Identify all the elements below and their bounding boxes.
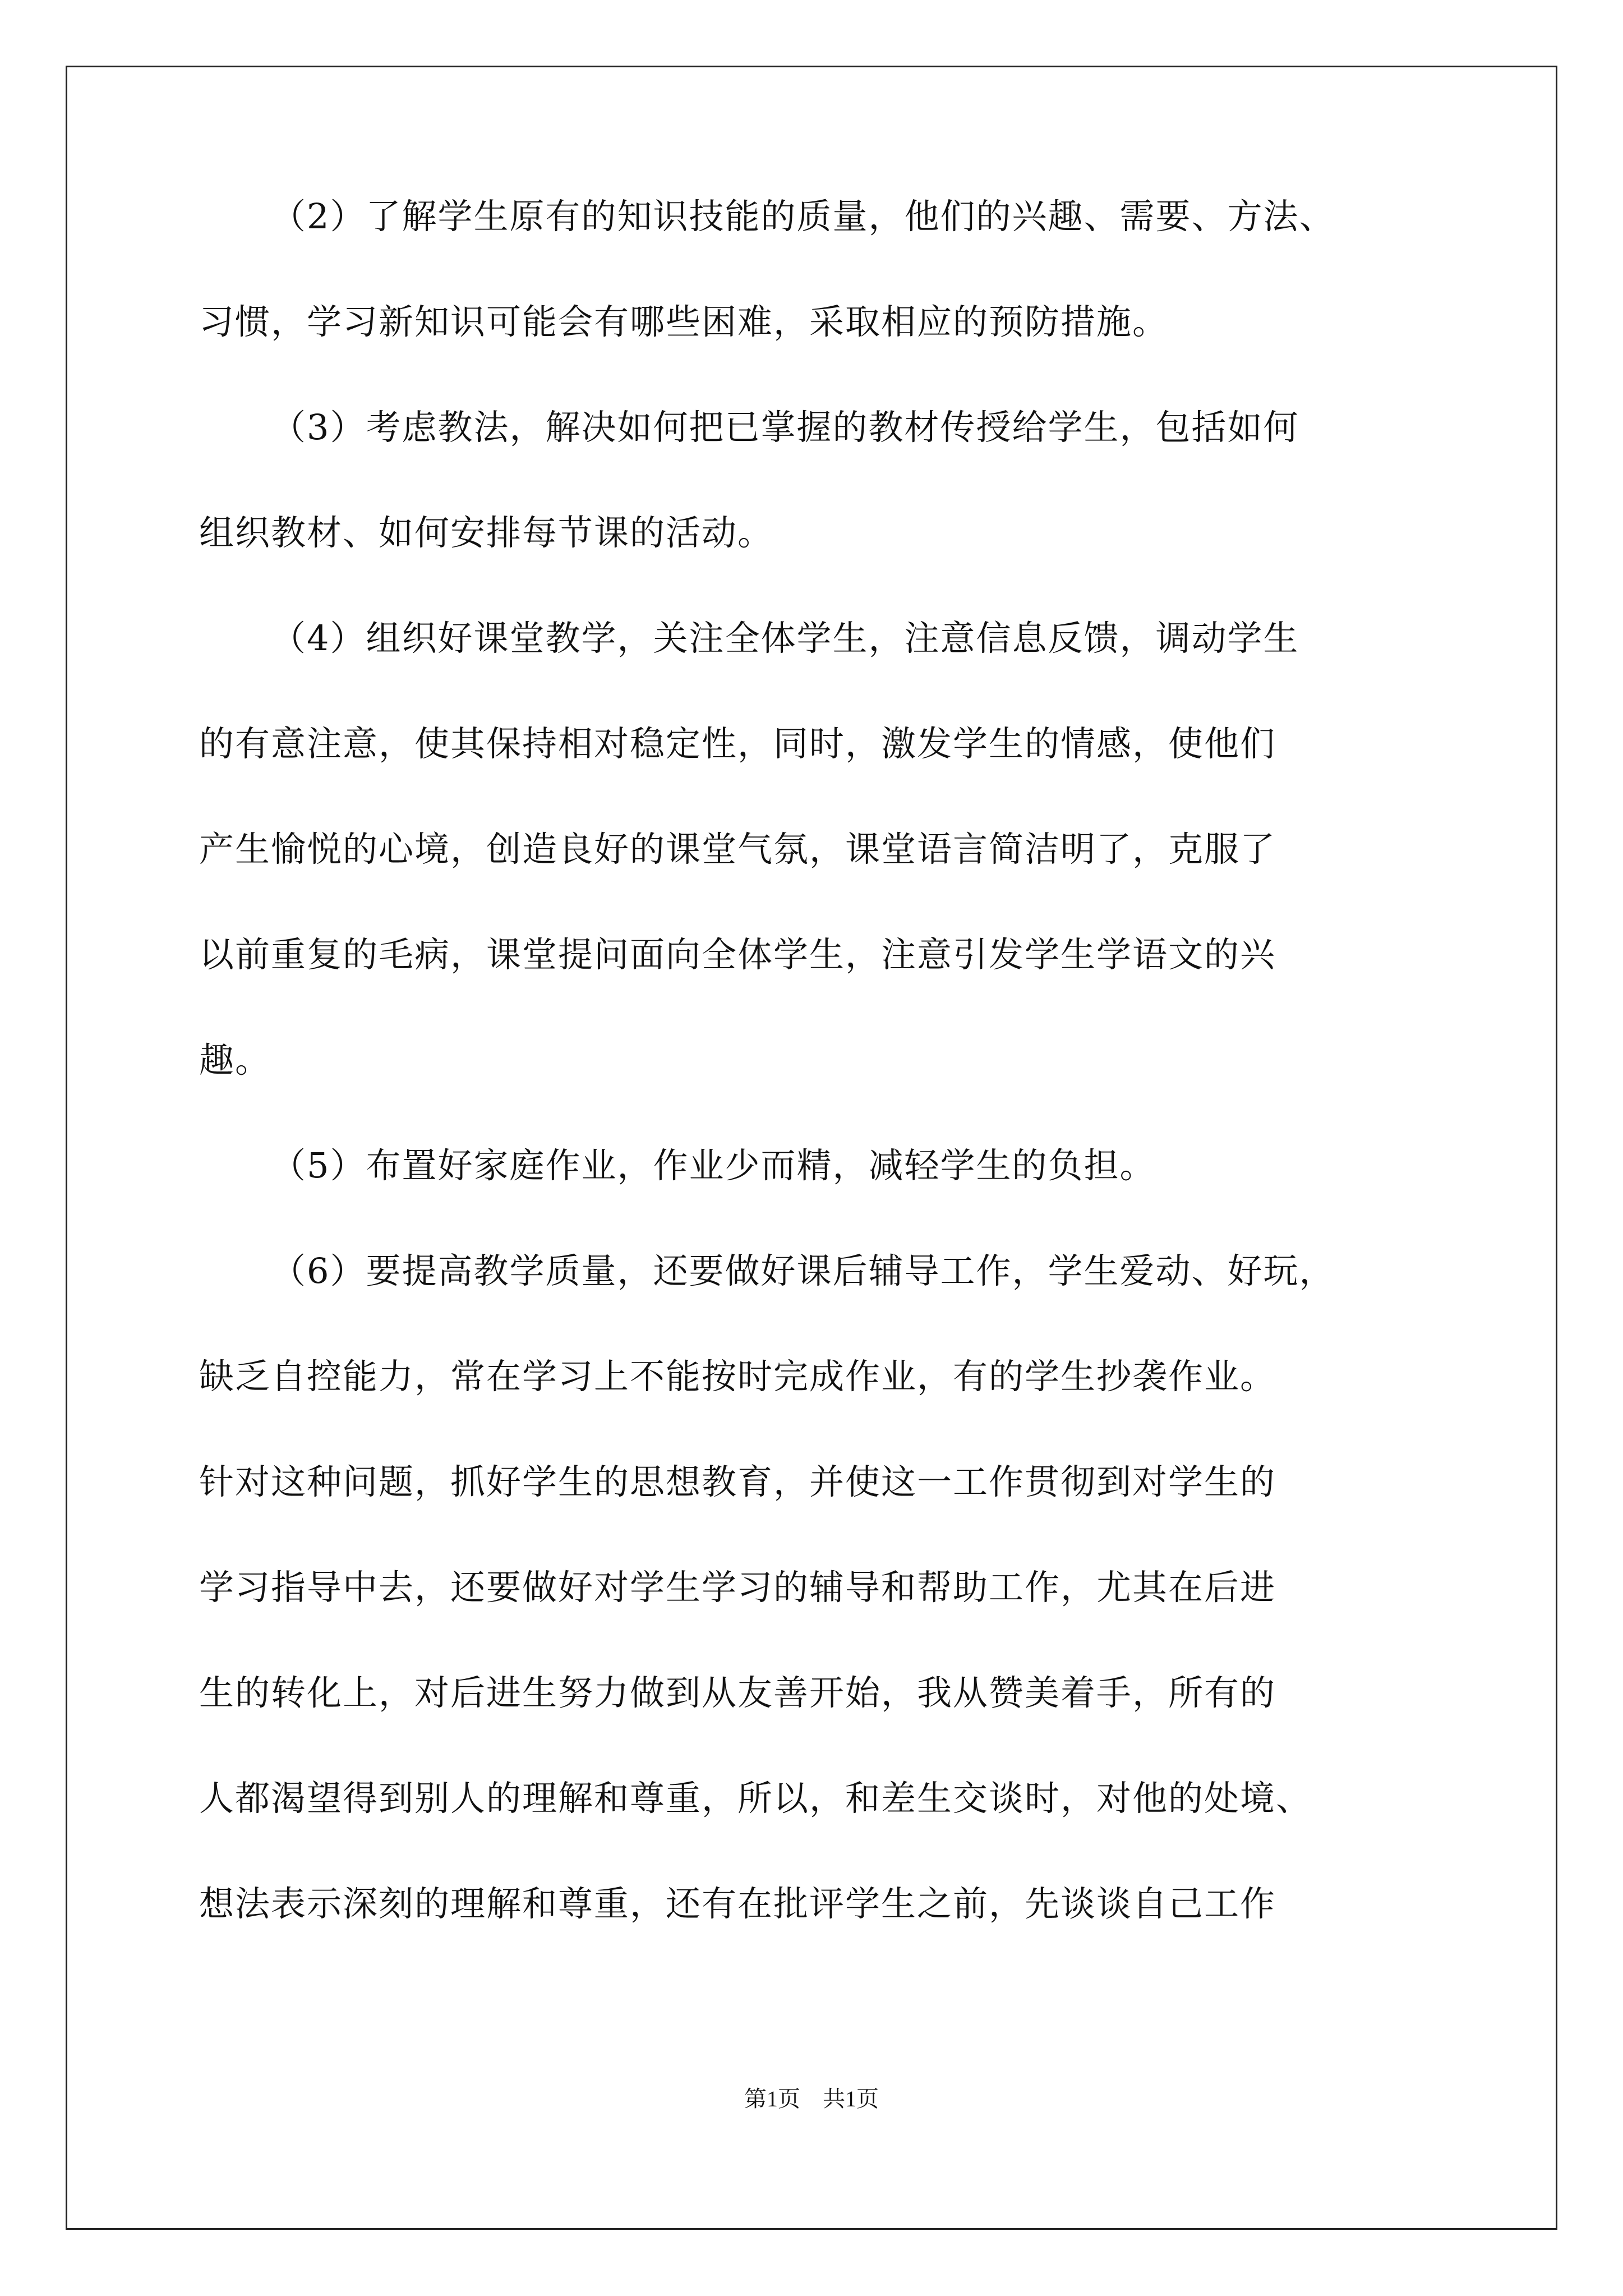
paragraph-6-line-2: 缺乏自控能力，常在学习上不能按时完成作业，有的学生抄袭作业。	[199, 1356, 1276, 1397]
paragraph-4-line-4: 以前重复的毛病，课堂提问面向全体学生，注意引发学生学语文的兴	[199, 934, 1276, 975]
paragraph-3-line-1: （3）考虑教法，解决如何把已掌握的教材传授给学生，包括如何	[271, 407, 1299, 448]
paragraph-6-line-4: 学习指导中去，还要做好对学生学习的辅导和帮助工作，尤其在后进	[199, 1567, 1276, 1608]
paragraph-4-line-5: 趣。	[199, 1039, 271, 1080]
paragraph-6-line-7: 想法表示深刻的理解和尊重，还有在批评学生之前，先谈谈自己工作	[199, 1883, 1276, 1924]
paragraph-2-line-2: 习惯，学习新知识可能会有哪些困难，采取相应的预防措施。	[199, 301, 1169, 342]
paragraph-4-line-2: 的有意注意，使其保持相对稳定性，同时，激发学生的情感，使他们	[199, 723, 1276, 764]
paragraph-2-line-1: （2）了解学生原有的知识技能的质量，他们的兴趣、需要、方法、	[271, 196, 1335, 237]
paragraph-6-line-5: 生的转化上，对后进生努力做到从友善开始，我从赞美着手，所有的	[199, 1672, 1276, 1713]
paragraph-6-line-3: 针对这种问题，抓好学生的思想教育，并使这一工作贯彻到对学生的	[199, 1461, 1276, 1502]
paragraph-6-line-1: （6）要提高教学质量，还要做好课后辅导工作，学生爱动、好玩，	[271, 1250, 1335, 1291]
paragraph-6-line-6: 人都渴望得到别人的理解和尊重，所以，和差生交谈时，对他的处境、	[199, 1778, 1312, 1819]
paragraph-3-line-2: 组织教材、如何安排每节课的活动。	[199, 512, 774, 553]
paragraph-5-line-1: （5）布置好家庭作业，作业少而精，减轻学生的负担。	[271, 1145, 1156, 1186]
paragraph-4-line-3: 产生愉悦的心境，创造良好的课堂气氛，课堂语言简洁明了，克服了	[199, 829, 1276, 869]
page-number-footer: 第1页 共1页	[744, 2086, 879, 2111]
paragraph-4-line-1: （4）组织好课堂教学，关注全体学生，注意信息反馈，调动学生	[271, 618, 1299, 659]
